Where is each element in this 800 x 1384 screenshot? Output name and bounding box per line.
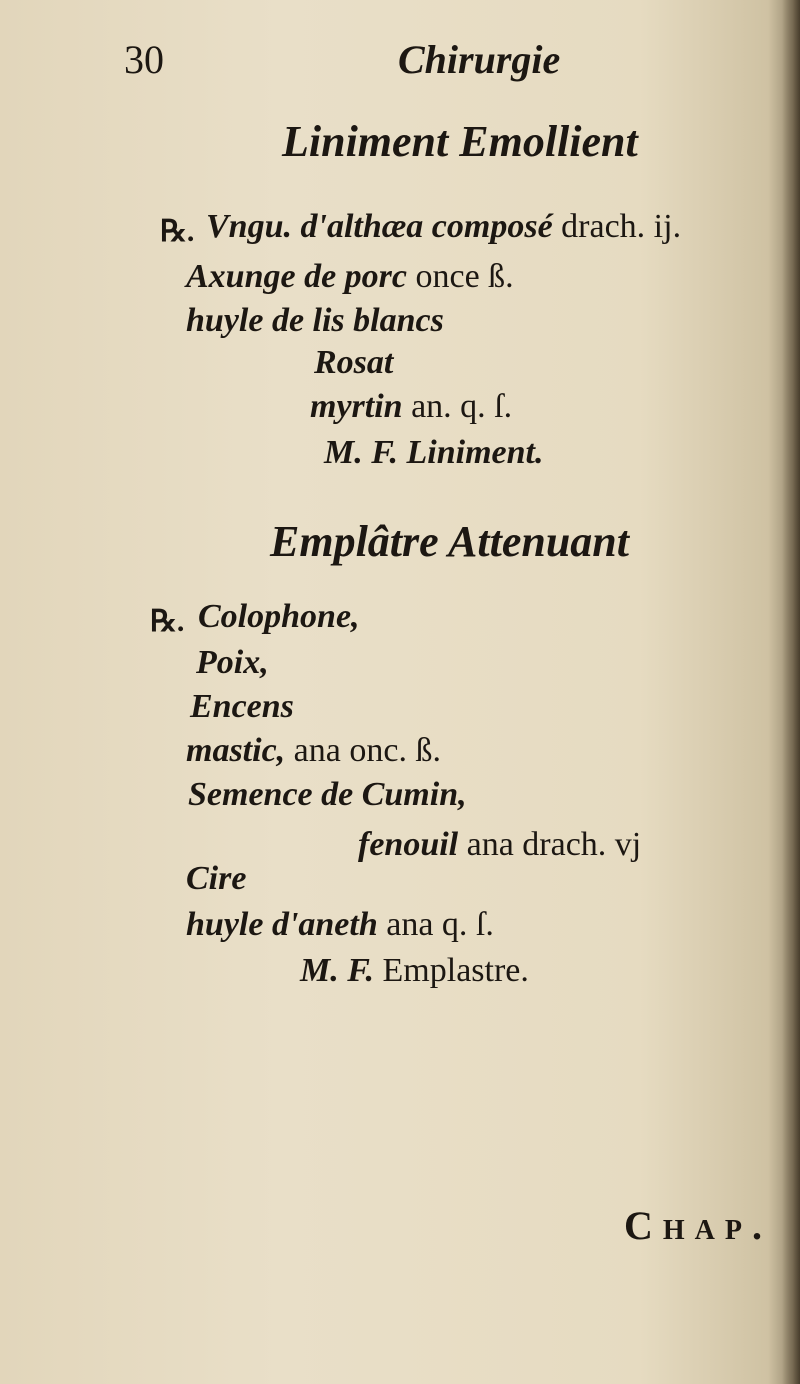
ingredient-line bbox=[196, 644, 269, 682]
ingredient-dose: ana drach. vj bbox=[458, 826, 642, 863]
ingredient-name: Rosat bbox=[314, 344, 394, 381]
ingredient-line bbox=[186, 302, 444, 340]
ingredient-dose: ana q. ſ. bbox=[377, 906, 494, 943]
ingredient-line bbox=[186, 258, 514, 296]
ingredient-name: Colophone, bbox=[198, 598, 360, 635]
ingredient-name: fenouil bbox=[358, 826, 459, 863]
ingredient-dose: ana onc. ß. bbox=[285, 732, 441, 769]
ingredient-dose: once ß. bbox=[407, 258, 514, 295]
ingredient-name: Cire bbox=[186, 860, 247, 897]
ingredient-line bbox=[186, 732, 441, 770]
ingredient-name: Vngu. d'althæa composé bbox=[206, 208, 553, 245]
formula-instruction: M. F. Liniment. bbox=[324, 434, 544, 471]
ingredient-name: huyle d'aneth bbox=[186, 906, 378, 943]
ingredient-name: Encens bbox=[190, 688, 294, 725]
running-title: Chirurgie bbox=[398, 37, 561, 82]
ingredient-name: mastic, bbox=[186, 732, 286, 769]
catchword: Chap. bbox=[624, 1203, 772, 1248]
ingredient-line bbox=[314, 344, 393, 382]
section-title-liniment: Liniment Emollient bbox=[282, 117, 638, 166]
recipe-sign: ℞. bbox=[150, 605, 185, 638]
ingredient-line bbox=[358, 826, 641, 864]
recipe-sign: ℞. bbox=[160, 215, 195, 248]
ingredient-line bbox=[300, 952, 529, 990]
ingredient-name: Semence de Cumin, bbox=[188, 776, 467, 813]
ingredient-name: Axunge de porc bbox=[186, 258, 407, 295]
ingredient-dose: Emplastre. bbox=[374, 952, 529, 989]
ingredient-line bbox=[186, 860, 246, 898]
formula-instruction: M. F. bbox=[300, 952, 375, 989]
ingredient-line bbox=[186, 906, 494, 944]
ingredient-line bbox=[324, 434, 544, 472]
ingredient-line bbox=[198, 598, 360, 636]
ingredient-line bbox=[206, 208, 681, 246]
ingredient-line bbox=[190, 688, 294, 726]
page-gutter-shadow bbox=[782, 0, 800, 1384]
ingredient-dose: an. q. ſ. bbox=[402, 388, 513, 425]
ingredient-line bbox=[188, 776, 467, 814]
page-number: 30 bbox=[124, 37, 164, 82]
ingredient-name: myrtin bbox=[310, 388, 403, 425]
ingredient-name: huyle de lis blancs bbox=[186, 302, 444, 339]
ingredient-line bbox=[310, 388, 512, 426]
section-title-emplatre: Emplâtre Attenuant bbox=[270, 517, 630, 566]
ingredient-name: Poix, bbox=[196, 644, 269, 681]
ingredient-dose: drach. ij. bbox=[552, 208, 682, 245]
